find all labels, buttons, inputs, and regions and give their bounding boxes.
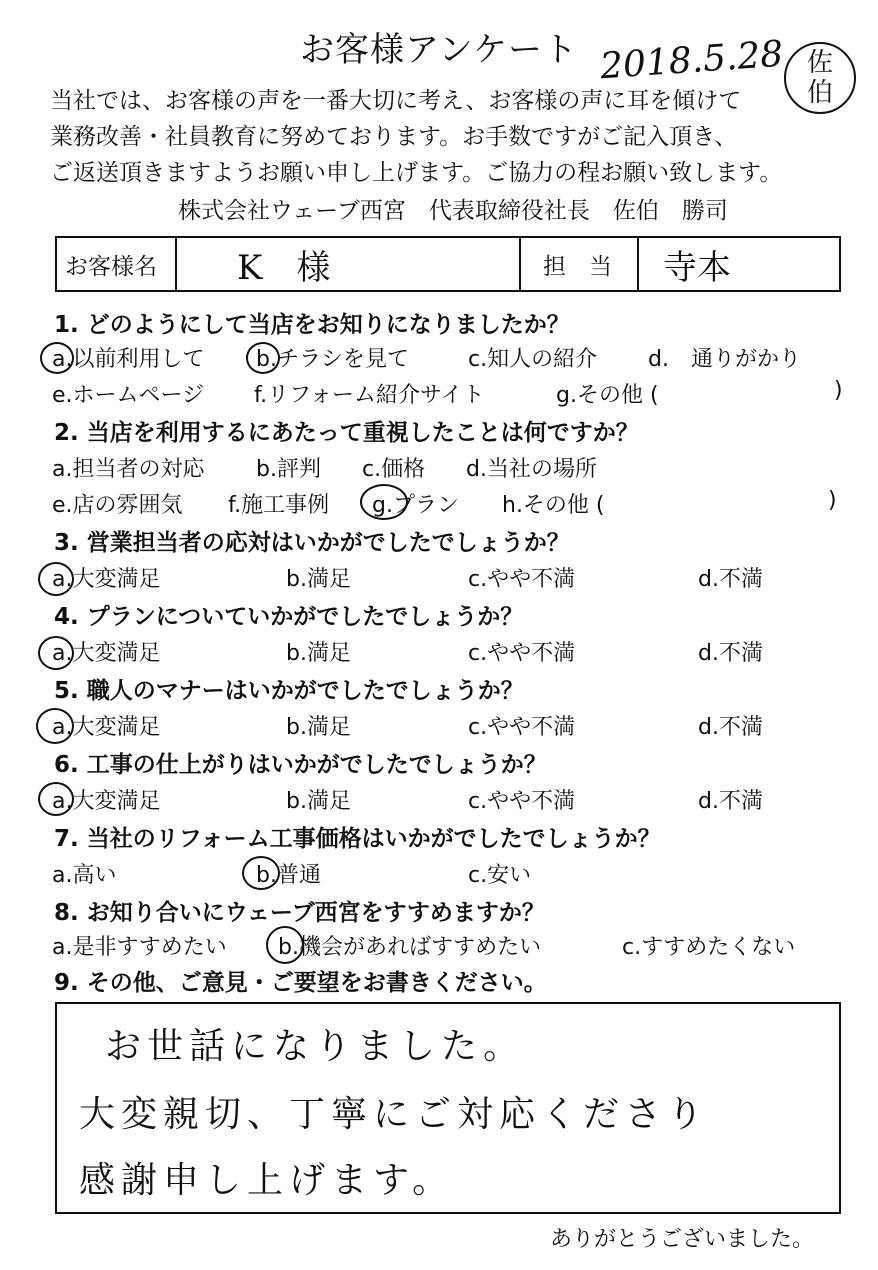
q6-option-a[interactable]: a.大変満足 [52,789,161,814]
comment-box[interactable] [55,1002,841,1214]
q4-option-c[interactable]: c.やや不満 [468,641,576,666]
q2-option-h[interactable]: h.その他 ( [502,493,605,518]
q2-option-h-close: ) [828,488,837,513]
question-7: 7. 当社のリフォーム工事価格はいかがでしたでしょうか？ [54,826,661,852]
q8-option-b[interactable]: b.機会があればすすめたい [278,935,542,960]
q5-option-b[interactable]: b.満足 [286,715,351,740]
q3-option-a[interactable]: a.大変満足 [52,567,161,592]
question-4: 4. プランについていかがでしたでしょうか？ [54,604,524,630]
q3-option-d[interactable]: d.不満 [698,567,763,592]
question-6: 6. 工事の仕上がりはいかがでしたでしょうか？ [54,752,547,778]
question-2: 2. 当店を利用するにあたって重視したことは何ですか？ [54,420,639,446]
comment-line-3: 感謝申し上げます。 [79,1160,455,1201]
q2-option-d[interactable]: d.当社の場所 [466,457,597,482]
survey-title: お客様アンケート [300,30,578,70]
q5-option-a[interactable]: a.大変満足 [52,715,161,740]
handwritten-date: 2018.5.28 [598,33,785,88]
customer-info-table [55,236,841,292]
q7-option-b[interactable]: b.普通 [256,863,321,888]
q1-option-d[interactable]: d. 通りがかり [648,347,801,372]
customer-name-cell[interactable] [177,238,521,290]
q4-option-d[interactable]: d.不満 [698,641,763,666]
question-1: 1. どのようにして当店をお知りになりましたか？ [54,312,570,338]
q5-option-c[interactable]: c.やや不満 [468,715,576,740]
q2-option-c[interactable]: c.価格 [362,457,426,482]
q2-option-b[interactable]: b.評判 [256,457,321,482]
intro-line-1: 当社では、お客様の声を一番大切に考え、お客様の声に耳を傾けて [50,88,742,114]
q8-option-a[interactable]: a.是非すすめたい [52,935,227,960]
q2-option-e[interactable]: e.店の雰囲気 [52,493,183,518]
staff-label: 担 当 [543,253,612,280]
q4-option-a[interactable]: a.大変満足 [52,641,161,666]
customer-name-value: K 様 [237,247,331,288]
question-3: 3. 営業担当者の応対はいかがでしたでしょうか？ [54,530,570,556]
q8-selection-circle-b [266,926,304,964]
q2-option-g[interactable]: g.プラン [372,493,459,518]
q1-selection-circle-a [40,342,74,374]
q1-option-g[interactable]: g.その他 ( [556,383,659,408]
q1-option-c[interactable]: c.知人の紹介 [468,347,598,372]
intro-line-3: ご返送頂きますようお願い申し上げます。ご協力の程お願い致します。 [50,160,783,186]
seal-stamp: 佐 伯 [784,42,856,114]
q5-selection-circle-a [36,708,74,744]
q7-option-a[interactable]: a.高い [52,863,117,888]
q1-option-a[interactable]: a.以前利用して [52,347,205,372]
q1-option-b[interactable]: b.チラシを見て [256,347,409,372]
question-9: 9. その他、ご意見・ご要望をお書きください。 [54,970,547,996]
question-8: 8. お知り合いにウェーブ西宮をすすめますか？ [54,900,545,926]
q1-option-g-close: ) [834,378,843,403]
q3-option-c[interactable]: c.やや不満 [468,567,576,592]
comment-line-2: 大変親切、丁寧にご対応くださり [79,1094,710,1135]
q6-option-b[interactable]: b.満足 [286,789,351,814]
q3-option-b[interactable]: b.満足 [286,567,351,592]
q1-option-e[interactable]: e.ホームページ [52,383,205,408]
q2-option-f[interactable]: f.施工事例 [228,493,330,518]
q6-option-c[interactable]: c.やや不満 [468,789,576,814]
q2-option-a[interactable]: a.担当者の対応 [52,457,205,482]
staff-label-cell [521,238,639,290]
q4-selection-circle-a [38,636,74,670]
q1-option-f[interactable]: f.リフォーム紹介サイト [254,383,485,408]
q7-option-c[interactable]: c.安い [468,863,532,888]
q8-option-c[interactable]: c.すすめたくない [622,935,796,960]
thank-you-footer: ありがとうございました。 [550,1227,815,1252]
staff-cell[interactable] [639,238,839,290]
q7-selection-circle-b [242,856,280,890]
q3-selection-circle-a [38,562,74,596]
q4-option-b[interactable]: b.満足 [286,641,351,666]
customer-name-label-cell [57,238,177,290]
question-5: 5. 職人のマナーはいかがでしたでしょうか？ [54,678,524,704]
q6-selection-circle-a [38,782,74,816]
q5-option-d[interactable]: d.不満 [698,715,763,740]
staff-value: 寺本 [663,247,731,288]
q2-selection-circle-g [360,484,408,520]
q6-option-d[interactable]: d.不満 [698,789,763,814]
intro-line-2: 業務改善・社員教育に努めております。お手数ですがご記入頂き、 [50,124,738,150]
q1-selection-circle-b [246,342,280,374]
comment-line-1: お世話になりました。 [105,1026,526,1067]
company-signature: 株式会社ウェーブ西宮 代表取締役社長 佐伯 勝司 [178,198,728,224]
customer-name-label: お客様名 [65,253,157,280]
